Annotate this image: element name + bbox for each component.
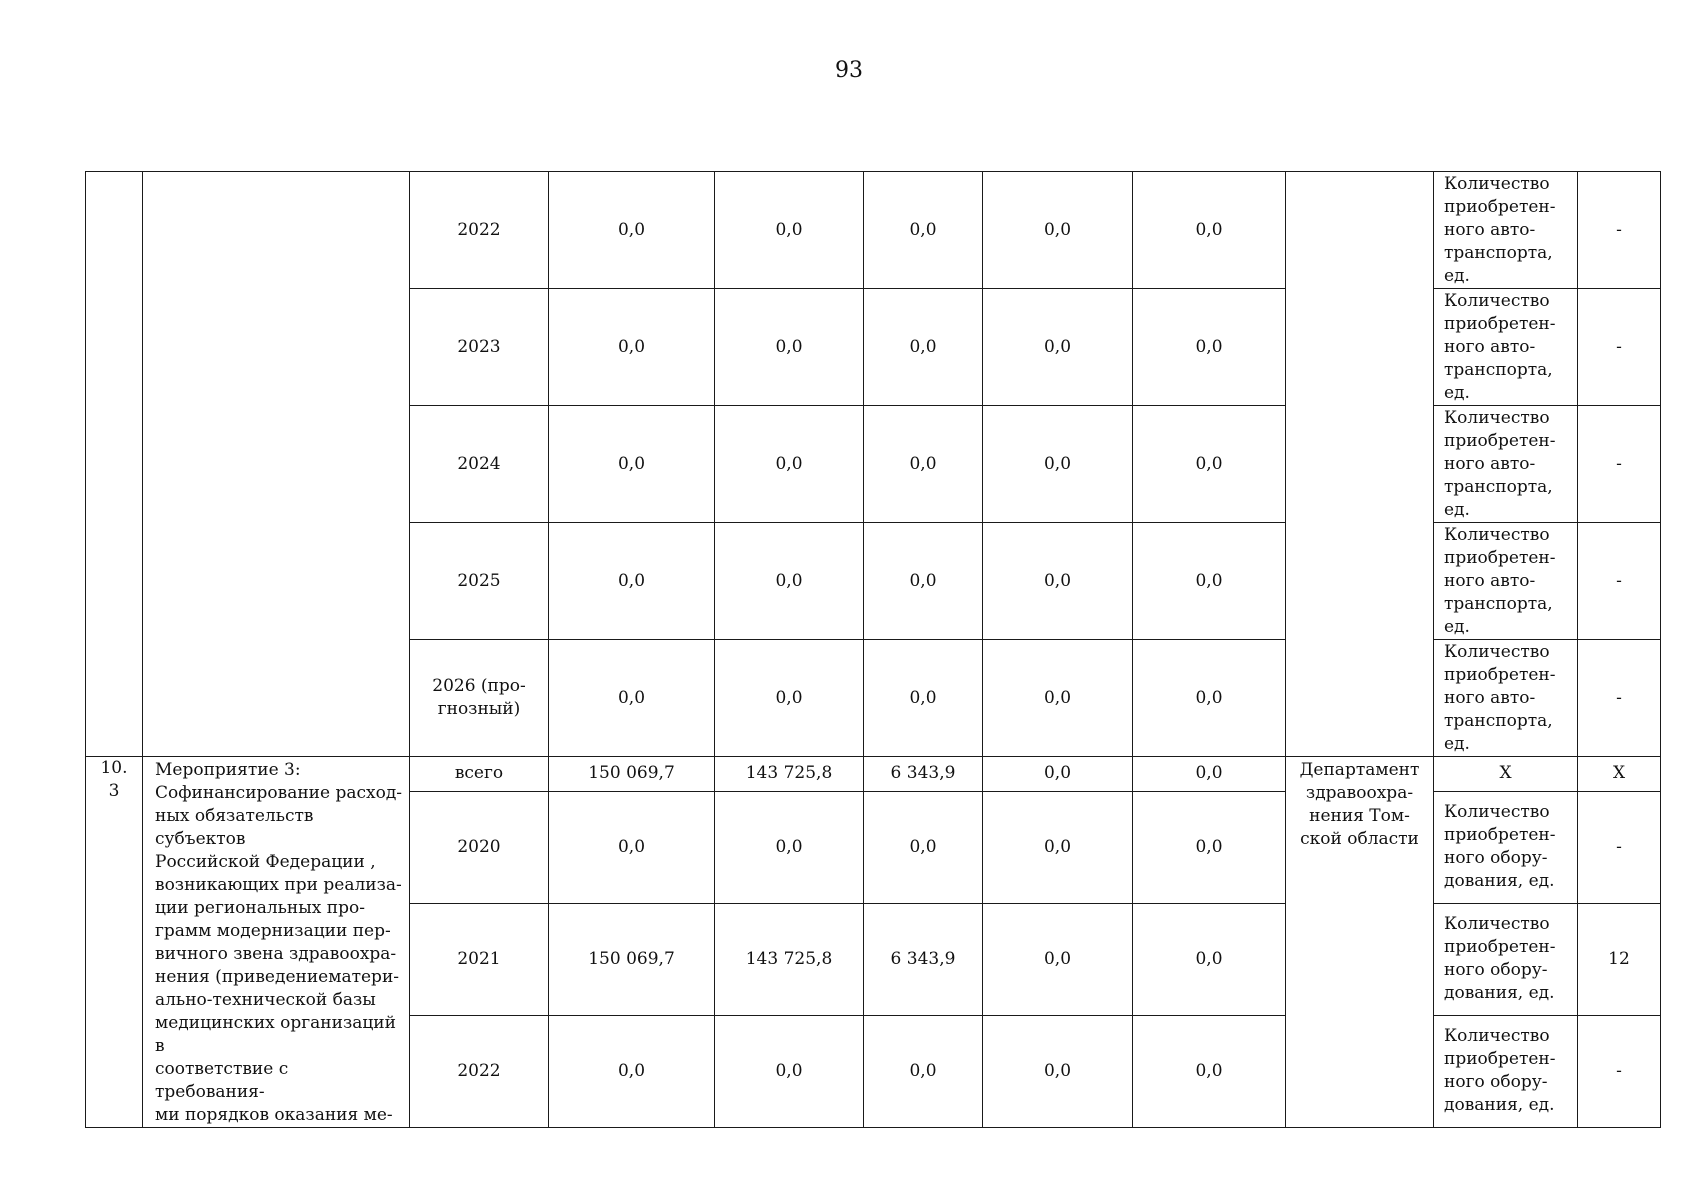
indicator-value-cell: - (1578, 1015, 1661, 1127)
table-row (86, 172, 1661, 289)
federal-cell: 0,0 (715, 523, 864, 640)
other-cell: 0,0 (1133, 172, 1286, 289)
indicator-value-cell: - (1578, 289, 1661, 406)
other-cell: 0,0 (1133, 523, 1286, 640)
indicator-value-cell: - (1578, 791, 1661, 903)
indicator-value-cell: - (1578, 640, 1661, 757)
other-cell: 0,0 (1133, 640, 1286, 757)
department-cell-empty (1286, 172, 1434, 757)
total-cell: 0,0 (549, 523, 715, 640)
regional-cell: 0,0 (864, 172, 983, 289)
federal-cell: 143 725,8 (715, 903, 864, 1015)
federal-cell: 0,0 (715, 640, 864, 757)
regional-cell: 0,0 (864, 289, 983, 406)
year-cell: 2020 (410, 791, 549, 903)
other-cell: 0,0 (1133, 757, 1286, 792)
other-cell: 0,0 (1133, 406, 1286, 523)
total-cell: 0,0 (549, 640, 715, 757)
total-cell: 0,0 (549, 289, 715, 406)
year-cell: 2021 (410, 903, 549, 1015)
local-cell: 0,0 (983, 791, 1133, 903)
page-number: 93 (835, 58, 863, 83)
federal-cell: 0,0 (715, 172, 864, 289)
responsible-department: Департамент здравоохра- нения Том- ской области (1286, 757, 1434, 1128)
year-cell: 2024 (410, 406, 549, 523)
measure-description: Мероприятие 3: Софинансирование расход- ных обязательств субъектов Российской Федерации , возникающих при реализа- ции региональных про- грамм модернизации пер- вичного звена здравоохра- нения (приведениематери- ально-технической базы медицинских организаций в соответствие с требования- ми порядков оказания ме- (143, 757, 410, 1128)
total-cell: 0,0 (549, 1015, 715, 1127)
indicator-cell: Количество приобретен- ного обору- дования, ед. (1434, 791, 1578, 903)
indicator-cell: Количество приобретен- ного авто- транспорта, ед. (1434, 172, 1578, 289)
indicator-cell: Количество приобретен- ного авто- транспорта, ед. (1434, 640, 1578, 757)
regional-cell: 0,0 (864, 1015, 983, 1127)
table-row (86, 757, 1661, 792)
year-cell: 2026 (про- гнозный) (410, 640, 549, 757)
indicator-cell: Количество приобретен- ного авто- транспорта, ед. (1434, 523, 1578, 640)
regional-cell: 0,0 (864, 406, 983, 523)
total-cell: 0,0 (549, 406, 715, 523)
indicator-cell: Количество приобретен- ного обору- дования, ед. (1434, 1015, 1578, 1127)
year-cell: 2022 (410, 172, 549, 289)
indicator-value-cell: 12 (1578, 903, 1661, 1015)
indicator-cell: Количество приобретен- ного авто- транспорта, ед. (1434, 406, 1578, 523)
regional-cell: 0,0 (864, 791, 983, 903)
year-cell: 2022 (410, 1015, 549, 1127)
indicator-cell: Количество приобретен- ного обору- дования, ед. (1434, 903, 1578, 1015)
indicator-value-cell: - (1578, 523, 1661, 640)
other-cell: 0,0 (1133, 903, 1286, 1015)
local-cell: 0,0 (983, 289, 1133, 406)
indicator-cell: Количество приобретен- ного авто- транспорта, ед. (1434, 289, 1578, 406)
year-cell: 2025 (410, 523, 549, 640)
total-cell: 150 069,7 (549, 903, 715, 1015)
federal-cell: 0,0 (715, 406, 864, 523)
regional-cell: 0,0 (864, 523, 983, 640)
federal-cell: 0,0 (715, 1015, 864, 1127)
local-cell: 0,0 (983, 406, 1133, 523)
local-cell: 0,0 (983, 757, 1133, 792)
local-cell: 0,0 (983, 523, 1133, 640)
measure-number-cell-empty (86, 172, 143, 757)
total-cell: 0,0 (549, 172, 715, 289)
regional-cell: 0,0 (864, 640, 983, 757)
regional-cell: 6 343,9 (864, 757, 983, 792)
other-cell: 0,0 (1133, 791, 1286, 903)
federal-cell: 143 725,8 (715, 757, 864, 792)
indicator-value-cell: X (1578, 757, 1661, 792)
other-cell: 0,0 (1133, 289, 1286, 406)
local-cell: 0,0 (983, 640, 1133, 757)
regional-cell: 6 343,9 (864, 903, 983, 1015)
year-cell: 2023 (410, 289, 549, 406)
federal-cell: 0,0 (715, 289, 864, 406)
program-measures-table (85, 171, 1661, 1128)
local-cell: 0,0 (983, 903, 1133, 1015)
total-cell: 0,0 (549, 791, 715, 903)
indicator-value-cell: - (1578, 172, 1661, 289)
local-cell: 0,0 (983, 1015, 1133, 1127)
year-cell: всего (410, 757, 549, 792)
total-cell: 150 069,7 (549, 757, 715, 792)
local-cell: 0,0 (983, 172, 1133, 289)
indicator-value-cell: - (1578, 406, 1661, 523)
federal-cell: 0,0 (715, 791, 864, 903)
measure-number: 10. 3 (86, 757, 143, 1128)
indicator-cell: X (1434, 757, 1578, 792)
other-cell: 0,0 (1133, 1015, 1286, 1127)
measure-description-cell-empty (143, 172, 410, 757)
